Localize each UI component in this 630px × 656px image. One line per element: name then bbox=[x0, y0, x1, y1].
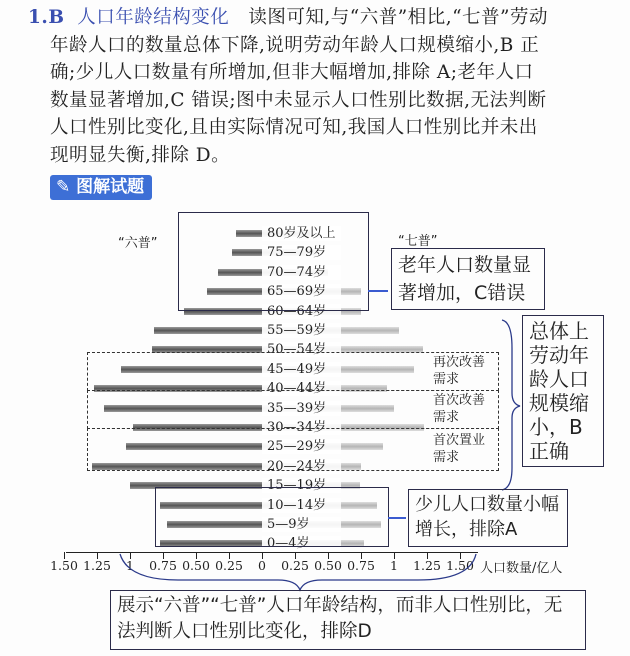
brace-labor bbox=[500, 318, 524, 493]
age-group-label: 55—59岁 bbox=[262, 323, 341, 338]
x-tick-label: 1.25 bbox=[413, 558, 441, 573]
age-group-label: 40—44岁 bbox=[262, 381, 341, 396]
age-group-label: 0—4岁 bbox=[262, 536, 341, 551]
right-census-label: “七普” bbox=[398, 234, 438, 249]
age-group-label: 60—64岁 bbox=[262, 304, 341, 319]
x-tick-label: 0.75 bbox=[347, 558, 375, 573]
age-group-label: 10—14岁 bbox=[262, 498, 341, 513]
age-group-label: 65—69岁 bbox=[262, 284, 341, 299]
answer-line: 确;少儿人口数量有所增加,但非大幅增加,排除 A;老年人口 bbox=[50, 62, 534, 84]
note-bottom: 展示“六普”“七普”人口年龄结构，而非人口性别比，无法判断人口性别比变化，排除D bbox=[110, 590, 586, 650]
arrow-elderly bbox=[368, 290, 388, 292]
x-tick-label: 1.50 bbox=[446, 558, 474, 573]
topic: 人口年龄结构变化 bbox=[77, 7, 230, 28]
x-tick-label: 0.25 bbox=[281, 558, 309, 573]
group-label: 首次改善需求 bbox=[433, 393, 486, 425]
answer-line: 数量显著增加,C 错误;图中未显示人口性别比数据,无法判断 bbox=[50, 89, 547, 111]
age-group-label: 25—29岁 bbox=[262, 439, 341, 454]
x-tick-label: 1.50 bbox=[50, 558, 78, 573]
age-group-label: 30—34岁 bbox=[262, 420, 341, 435]
age-group-label: 80岁及以上 bbox=[262, 226, 341, 241]
x-tick-label: 1.25 bbox=[83, 558, 111, 573]
group-label: 首次置业需求 bbox=[433, 433, 486, 465]
x-axis-label: 人口数量/亿人 bbox=[480, 561, 563, 576]
answer-line: 人口性别比变化,且由实际情况可知,我国人口性别比并未出 bbox=[50, 117, 538, 139]
bar-liupu bbox=[154, 327, 262, 334]
x-tick-label: 0 bbox=[258, 558, 266, 573]
age-group-label: 70—74岁 bbox=[262, 265, 341, 280]
badge-label: 图解试题 bbox=[76, 177, 145, 197]
x-tick-label: 0.50 bbox=[314, 558, 342, 573]
age-group-label: 5—9岁 bbox=[262, 517, 341, 532]
age-group-label: 50—54岁 bbox=[262, 342, 341, 357]
note-elderly: 老年人口数量显著增加，C错误 bbox=[391, 248, 545, 310]
answer-explanation bbox=[28, 4, 618, 170]
age-group-label: 15—19岁 bbox=[262, 478, 341, 493]
x-tick-label: 1 bbox=[126, 558, 134, 573]
left-census-label: “六普” bbox=[118, 236, 158, 251]
group-label: 再次改善需求 bbox=[433, 355, 486, 387]
x-tick-label: 0.25 bbox=[215, 558, 243, 573]
age-group-label: 20—24岁 bbox=[262, 459, 341, 474]
edit-icon: ✎ bbox=[56, 177, 71, 197]
children-box bbox=[155, 487, 389, 547]
age-group-label: 45—49岁 bbox=[262, 362, 341, 377]
note-labor: 总体上劳动年龄人口规模缩小，B正确 bbox=[522, 315, 604, 467]
brace-bottom bbox=[118, 552, 480, 592]
x-tick-label: 0.50 bbox=[182, 558, 210, 573]
answer-line: 年龄人口的数量总体下降,说明劳动年龄人口规模缩小,B 正 bbox=[50, 34, 540, 56]
diagram-badge bbox=[50, 175, 152, 200]
note-children: 少儿人口数量小幅增长，排除A bbox=[408, 489, 568, 547]
x-tick-label: 1 bbox=[390, 558, 398, 573]
answer-line: 读图可知,与“六普”相比,“七普”劳动 bbox=[248, 7, 548, 28]
x-tick-label: 0.75 bbox=[149, 558, 177, 573]
arrow-children bbox=[388, 517, 406, 519]
elderly-box bbox=[178, 212, 369, 311]
age-group-label: 35—39岁 bbox=[262, 401, 341, 416]
question-number: 1.B bbox=[28, 7, 65, 28]
age-group-label: 75—79岁 bbox=[262, 245, 341, 260]
answer-line: 现明显失衡,排除 D。 bbox=[50, 144, 231, 166]
